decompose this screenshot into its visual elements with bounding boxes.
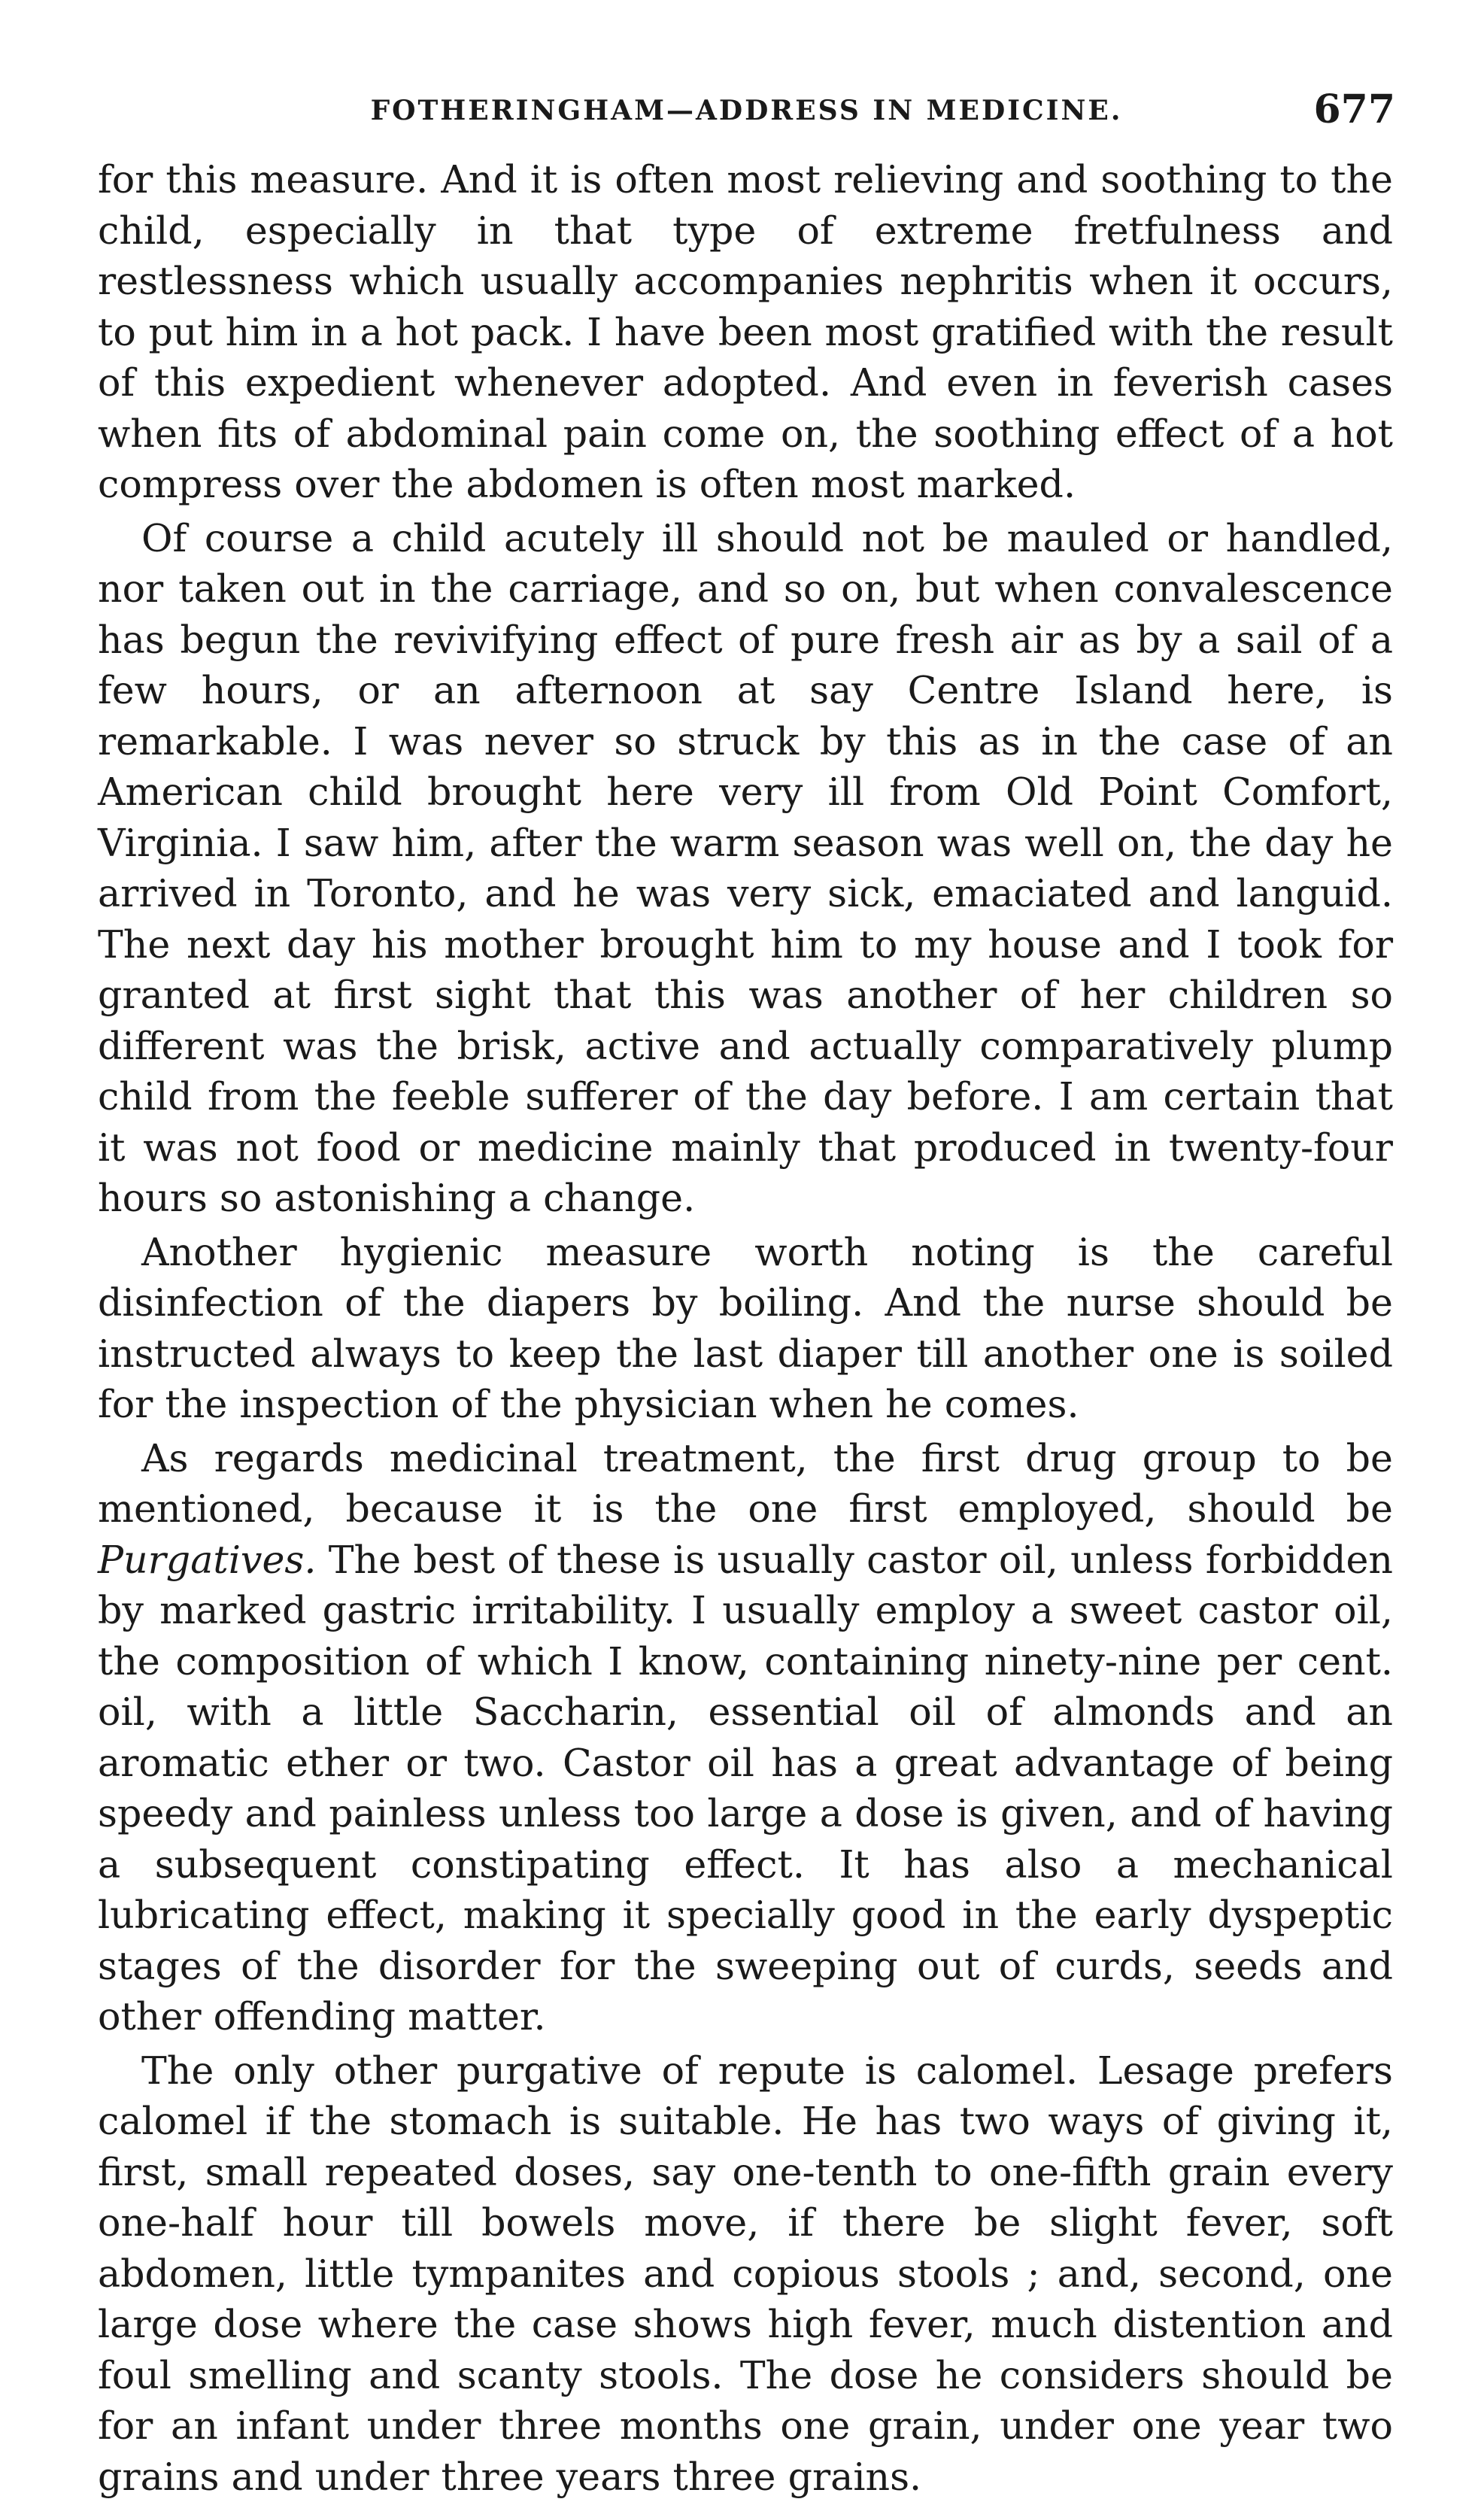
purgatives-text-after: The best of these is usually castor oil, unless forbidden by marked gastric irritability. I usually employ a sweet castor oil, the composition of which I know, containing ninety-nine per cent. oil, with a little Saccharin, essential oil of almonds and an aromatic ether or two. Castor oil has a great advantage of being speedy and painless unless too large a dose is given, and of having a subsequent constipating effect. It has also a mechanical lubricating effect, making it specially good in the early dyspeptic stages of the disorder for the sweeping out of curds, seeds and other offending matter. [98,1537,1393,2039]
purgatives-term: Purgatives. [98,1537,317,1582]
body-text [98,154,1393,2505]
paragraph-fresh-air: Of course a child acutely ill should not be mauled or handled, nor taken out in the carriage, and so on, but when convalescence has begun the revivifying effect of pure fresh air as by a sail of a few hours, or an afternoon at say Centre Island here, is remarkable. I was never so struck by this as in the case of an American child brought here very ill from Old Point Comfort, Virginia. I saw him, after the warm season was well on, the day he arrived in Toronto, and he was very sick, emaciated and languid. The next day his mother brought him to my house and I took for granted at first sight that this was another of her children so different was the brisk, active and actually comparatively plump child from the feeble sufferer of the day before. I am certain that it was not food or medicine mainly that produced in twenty-four hours so astonishing a change. [98,515,1393,1220]
page-number: 677 [1313,87,1395,132]
paragraph-hot-pack: for this measure. And it is often most relieving and soothing to the child, especially in that type of extreme fretfulness and restlessness which usually accompanies nephritis when it occurs, to put him in a hot pack. I have been most gratified with the result of this expedient whenever adopted. And even in feverish cases when fits of abdominal pain come on, the soothing effect of a hot compress over the abdomen is often most marked. [98,157,1393,506]
paragraph-calomel: The only other purgative of repute is calomel. Lesage prefers calomel if the stomach is suitable. He has two ways of giving it, first, small repeated doses, say one-tenth to one-fifth grain every one-half hour till bowels move, if there be slight fever, soft abdomen, little tympanites and copious stools ; and, second, one large dose where the case shows high fever, much distention and foul smelling and scanty stools. The dose he considers should be for an infant under three months one grain, under one year two grains and under three years three grains. [98,2048,1393,2499]
running-title: FOTHERINGHAM—ADDRESS IN MEDICINE. [370,95,1123,126]
purgatives-text-before: As regards medicinal treatment, the first drug group to be mentioned, because it is the one first employed, should be [98,1435,1393,1531]
running-head [98,84,1395,137]
paragraph-diaper-disinfection: Another hygienic measure worth noting is the careful disinfection of the diapers by boiling. And the nurse should be instructed always to keep the last diaper till another one is soiled for the inspection of the physician when he comes. [98,1229,1393,1426]
paragraph-purgatives [98,1433,1393,2042]
